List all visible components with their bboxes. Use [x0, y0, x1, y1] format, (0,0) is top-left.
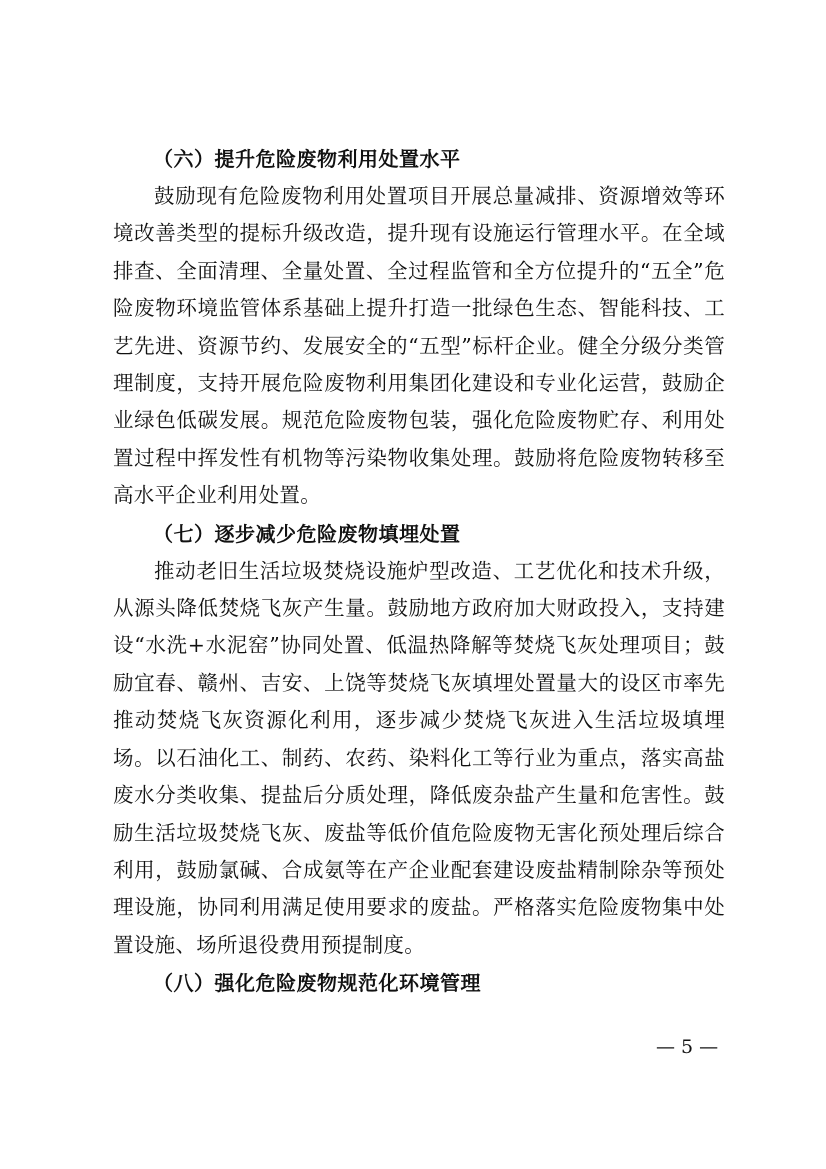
section-heading-6: （六）提升危险废物利用处置水平: [153, 147, 461, 171]
page-number: — 5 —: [656, 1036, 719, 1058]
section-paragraph-7: 推动老旧生活垃圾焚烧设施炉型改造、工艺优化和技术升级，从源头降低焚烧飞灰产生量。鼓励地方政府加大财政投入，支持建设“水洗+水泥窑”协同处置、低温热降解等焚烧飞灰处理项目；鼓励宜春、赣州、吉安、上饶等焚烧飞灰填埋处置量大的设区市率先推动焚烧飞灰资源化利用，逐步减少焚烧飞灰进入生活垃圾填埋场。以石油化工、制药、农药、染料化工等行业为重点，落实高盐废水分类收集、提盐后分质处理，降低废杂盐产生量和危害性。鼓励生活垃圾焚烧飞灰、废盐等低价值危险废物无害化预处理后综合利用，鼓励氯碱、合成氨等在产企业配套建设废盐精制除杂等预处理设施，协同利用满足使用要求的废盐。严格落实危险废物集中处置设施、场所退役费用预提制度。: [113, 558, 725, 957]
document-body: [113, 140, 725, 1002]
section-heading-7: （七）逐步减少危险废物填埋处置: [153, 521, 461, 546]
section-heading-8: （八）强化危险废物规范化环境管理: [153, 971, 481, 996]
section-paragraph-6: 鼓励现有危险废物利用处置项目开展总量减排、资源增效等环境改善类型的提标升级改造，提升现有设施运行管理水平。在全域排查、全面清理、全量处置、全过程监管和全方位提升的“五全”危险废物环境监管体系基础上提升打造一批绿色生态、智能科技、工艺先进、资源节约、发展安全的“五型”标杆企业。健全分级分类管理制度，支持开展危险废物利用集团化建设和专业化运营，鼓励企业绿色低碳发展。规范危险废物包装，强化危险废物贮存、利用处置过程中挥发性有机物等污染物收集处理。鼓励将危险废物转移至高水平企业利用处置。: [113, 184, 725, 508]
